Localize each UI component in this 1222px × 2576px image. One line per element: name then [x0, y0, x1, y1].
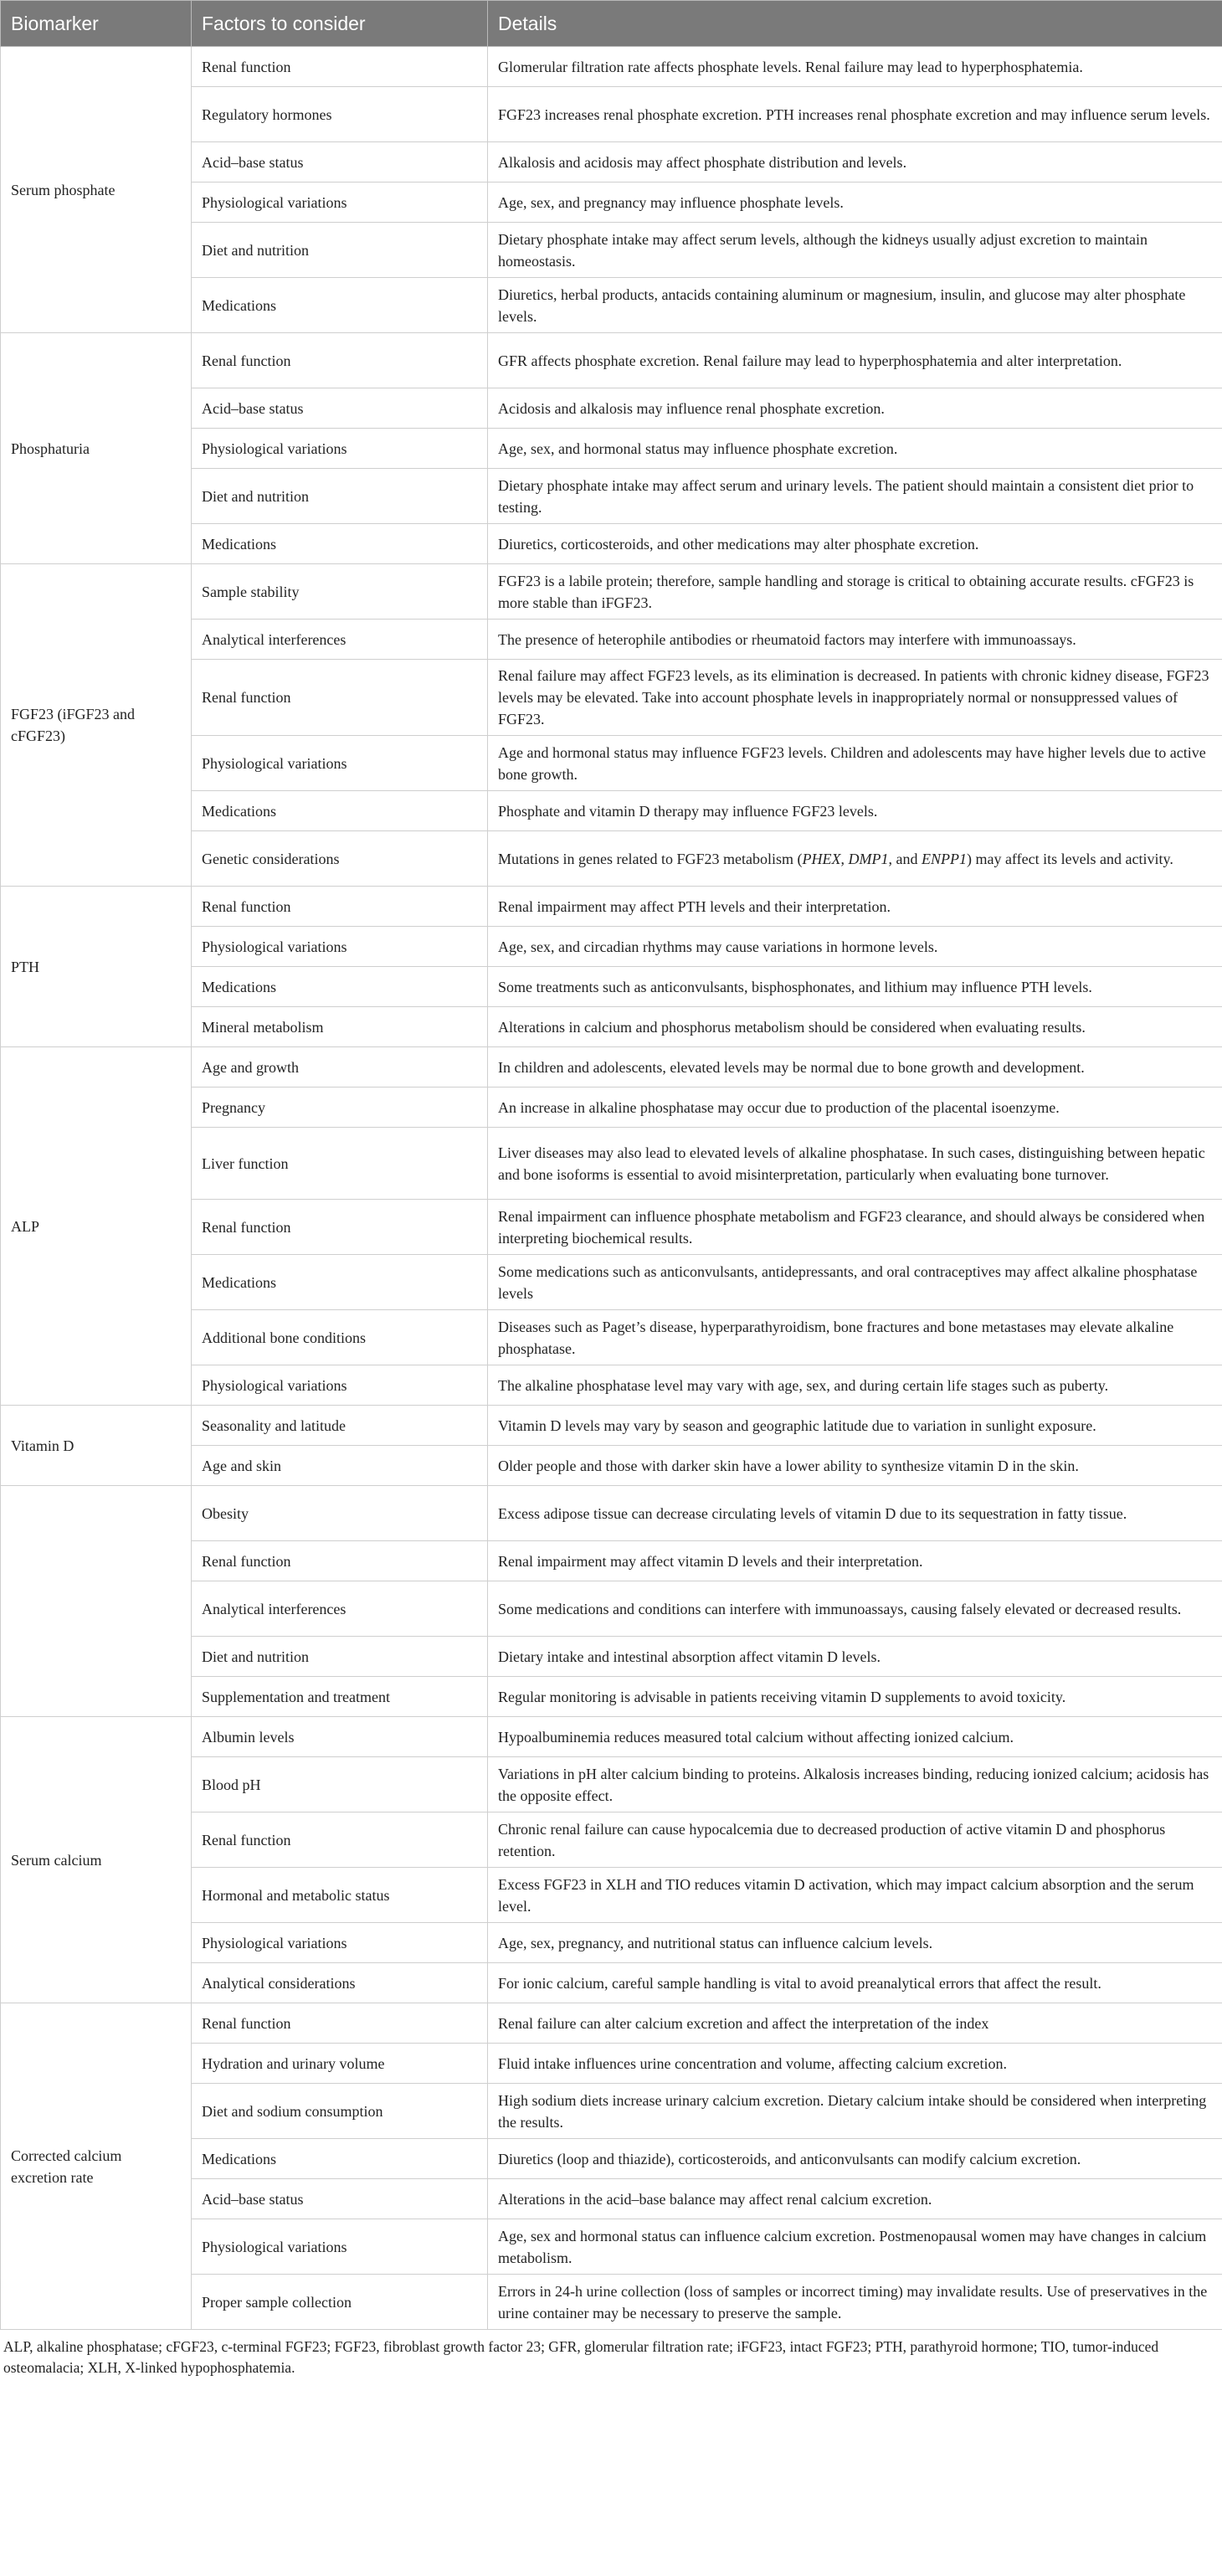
factor-cell: Obesity: [192, 1486, 488, 1541]
details-cell: Some medications such as anticonvulsants, antidepressants, and oral contraceptives may affect alkaline phosphatase levels: [488, 1255, 1222, 1310]
details-cell: Alterations in the acid–base balance may affect renal calcium excretion.: [488, 2179, 1222, 2219]
factor-cell: Analytical considerations: [192, 1963, 488, 2003]
details-cell: The presence of heterophile antibodies or rheumatoid factors may interfere with immunoassays.: [488, 620, 1222, 660]
factor-cell: Age and skin: [192, 1446, 488, 1486]
details-cell: Age, sex, and circadian rhythms may cause variations in hormone levels.: [488, 927, 1222, 967]
details-cell: Errors in 24-h urine collection (loss of samples or incorrect timing) may invalidate results. Use of preservatives in the urine container may be necessary to preserve the sample.: [488, 2275, 1222, 2330]
details-cell: Renal impairment can influence phosphate metabolism and FGF23 clearance, and should always be considered when interpreting biochemical results.: [488, 1200, 1222, 1255]
details-cell: Variations in pH alter calcium binding to proteins. Alkalosis increases binding, reducing ionized calcium; acidosis has the opposite effect.: [488, 1757, 1222, 1812]
table-row: [1, 1406, 1222, 1446]
details-cell: In children and adolescents, elevated levels may be normal due to bone growth and development.: [488, 1047, 1222, 1087]
details-cell: Excess FGF23 in XLH and TIO reduces vitamin D activation, which may impact calcium absorption and the serum level.: [488, 1868, 1222, 1923]
details-cell: High sodium diets increase urinary calcium excretion. Dietary calcium intake should be considered when interpreting the results.: [488, 2084, 1222, 2139]
details-cell: FGF23 increases renal phosphate excretion. PTH increases renal phosphate excretion and may influence serum levels.: [488, 87, 1222, 142]
factor-cell: Regulatory hormones: [192, 87, 488, 142]
factor-cell: Sample stability: [192, 564, 488, 620]
factor-cell: Hormonal and metabolic status: [192, 1868, 488, 1923]
factor-cell: Physiological variations: [192, 927, 488, 967]
factor-cell: Medications: [192, 2139, 488, 2179]
factor-cell: Medications: [192, 791, 488, 831]
details-cell: Some medications and conditions can interfere with immunoassays, causing falsely elevated or decreased results.: [488, 1581, 1222, 1637]
factor-cell: Physiological variations: [192, 1365, 488, 1406]
factor-cell: Diet and nutrition: [192, 469, 488, 524]
details-cell: Renal failure can alter calcium excretion and affect the interpretation of the index: [488, 2003, 1222, 2044]
factor-cell: Medications: [192, 278, 488, 333]
biomarker-cell: ALP: [1, 1047, 192, 1406]
details-cell: Age, sex and hormonal status can influence calcium excretion. Postmenopausal women may have changes in calcium metabolism.: [488, 2219, 1222, 2275]
details-cell: Phosphate and vitamin D therapy may influence FGF23 levels.: [488, 791, 1222, 831]
details-cell: FGF23 is a labile protein; therefore, sample handling and storage is critical to obtaining accurate results. cFGF23 is more stable than iFGF23.: [488, 564, 1222, 620]
biomarker-cell: PTH: [1, 887, 192, 1047]
table-row: [1, 47, 1222, 87]
details-cell: Alkalosis and acidosis may affect phosphate distribution and levels.: [488, 142, 1222, 183]
table-row: [1, 1717, 1222, 1757]
table-row: [1, 1486, 1222, 1541]
header-factors: Factors to consider: [192, 1, 488, 47]
table-row: [1, 2003, 1222, 2044]
details-cell: For ionic calcium, careful sample handling is vital to avoid preanalytical errors that affect the result.: [488, 1963, 1222, 2003]
factor-cell: Physiological variations: [192, 183, 488, 223]
details-cell: Renal failure may affect FGF23 levels, as its elimination is decreased. In patients with chronic kidney disease, FGF23 levels may be elevated. Take into account phosphate levels in inappropriately normal or nonsuppressed values of FGF23.: [488, 660, 1222, 736]
factor-cell: Renal function: [192, 47, 488, 87]
factor-cell: Mineral metabolism: [192, 1007, 488, 1047]
table-row: [1, 333, 1222, 388]
details-cell: Hypoalbuminemia reduces measured total calcium without affecting ionized calcium.: [488, 1717, 1222, 1757]
details-cell: Vitamin D levels may vary by season and geographic latitude due to variation in sunlight exposure.: [488, 1406, 1222, 1446]
table-row: [1, 564, 1222, 620]
biomarker-cell: Corrected calcium excretion rate: [1, 2003, 192, 2330]
biomarker-cell: Phosphaturia: [1, 333, 192, 564]
factor-cell: Renal function: [192, 1812, 488, 1868]
details-cell: Dietary phosphate intake may affect serum and urinary levels. The patient should maintain a consistent diet prior to testing.: [488, 469, 1222, 524]
factor-cell: Liver function: [192, 1128, 488, 1200]
biomarker-cell: Vitamin D: [1, 1406, 192, 1486]
factor-cell: Hydration and urinary volume: [192, 2044, 488, 2084]
details-cell: Glomerular filtration rate affects phosphate levels. Renal failure may lead to hyperphosphatemia.: [488, 47, 1222, 87]
details-cell: Diuretics, corticosteroids, and other medications may alter phosphate excretion.: [488, 524, 1222, 564]
details-cell: Diseases such as Paget’s disease, hyperparathyroidism, bone fractures and bone metastases may elevate alkaline phosphatase.: [488, 1310, 1222, 1365]
details-cell: Age, sex, pregnancy, and nutritional status can influence calcium levels.: [488, 1923, 1222, 1963]
factor-cell: Renal function: [192, 1541, 488, 1581]
factor-cell: Analytical interferences: [192, 1581, 488, 1637]
table-row: [1, 887, 1222, 927]
biomarker-cell: Serum calcium: [1, 1717, 192, 2003]
header-biomarker: Biomarker: [1, 1, 192, 47]
details-cell: Age, sex, and pregnancy may influence phosphate levels.: [488, 183, 1222, 223]
factor-cell: Medications: [192, 524, 488, 564]
factor-cell: Acid–base status: [192, 388, 488, 429]
details-cell: Acidosis and alkalosis may influence renal phosphate excretion.: [488, 388, 1222, 429]
factor-cell: Acid–base status: [192, 142, 488, 183]
factor-cell: Age and growth: [192, 1047, 488, 1087]
details-cell: Chronic renal failure can cause hypocalcemia due to decreased production of active vitamin D and phosphorus retention.: [488, 1812, 1222, 1868]
factor-cell: Seasonality and latitude: [192, 1406, 488, 1446]
factor-cell: Renal function: [192, 660, 488, 736]
details-cell: Fluid intake influences urine concentration and volume, affecting calcium excretion.: [488, 2044, 1222, 2084]
details-cell: An increase in alkaline phosphatase may occur due to production of the placental isoenzyme.: [488, 1087, 1222, 1128]
details-cell: Mutations in genes related to FGF23 metabolism (PHEX, DMP1, and ENPP1) may affect its levels and activity.: [488, 831, 1222, 887]
details-cell: Diuretics (loop and thiazide), corticosteroids, and anticonvulsants can modify calcium excretion.: [488, 2139, 1222, 2179]
factor-cell: Genetic considerations: [192, 831, 488, 887]
factor-cell: Medications: [192, 1255, 488, 1310]
factor-cell: Physiological variations: [192, 2219, 488, 2275]
factor-cell: Supplementation and treatment: [192, 1677, 488, 1717]
details-cell: Renal impairment may affect vitamin D levels and their interpretation.: [488, 1541, 1222, 1581]
details-cell: Renal impairment may affect PTH levels and their interpretation.: [488, 887, 1222, 927]
details-cell: Age and hormonal status may influence FGF23 levels. Children and adolescents may have higher levels due to active bone growth.: [488, 736, 1222, 791]
factor-cell: Proper sample collection: [192, 2275, 488, 2330]
factor-cell: Albumin levels: [192, 1717, 488, 1757]
details-cell: Dietary intake and intestinal absorption affect vitamin D levels.: [488, 1637, 1222, 1677]
factor-cell: Additional bone conditions: [192, 1310, 488, 1365]
details-cell: Diuretics, herbal products, antacids containing aluminum or magnesium, insulin, and glucose may alter phosphate levels.: [488, 278, 1222, 333]
details-cell: Regular monitoring is advisable in patients receiving vitamin D supplements to avoid toxicity.: [488, 1677, 1222, 1717]
factor-cell: Physiological variations: [192, 736, 488, 791]
factor-cell: Pregnancy: [192, 1087, 488, 1128]
table-footnote: ALP, alkaline phosphatase; cFGF23, c-terminal FGF23; FGF23, fibroblast growth factor 23; GFR, glomerular filtration rate; iFGF23, intact FGF23; PTH, parathyroid hormone; TIO, tumor-induced osteomalacia; XLH, X-linked hypophosphatemia.: [3, 2338, 1159, 2376]
header-details: Details: [488, 1, 1222, 47]
factor-cell: Medications: [192, 967, 488, 1007]
factor-cell: Diet and sodium consumption: [192, 2084, 488, 2139]
table-row: [1, 1047, 1222, 1087]
factor-cell: Renal function: [192, 333, 488, 388]
factor-cell: Physiological variations: [192, 429, 488, 469]
details-cell: Excess adipose tissue can decrease circulating levels of vitamin D due to its sequestration in fatty tissue.: [488, 1486, 1222, 1541]
details-cell: GFR affects phosphate excretion. Renal failure may lead to hyperphosphatemia and alter interpretation.: [488, 333, 1222, 388]
factor-cell: Blood pH: [192, 1757, 488, 1812]
details-cell: Alterations in calcium and phosphorus metabolism should be considered when evaluating results.: [488, 1007, 1222, 1047]
factor-cell: Physiological variations: [192, 1923, 488, 1963]
details-cell: The alkaline phosphatase level may vary with age, sex, and during certain life stages such as puberty.: [488, 1365, 1222, 1406]
factor-cell: Renal function: [192, 2003, 488, 2044]
factor-cell: Renal function: [192, 1200, 488, 1255]
details-cell: Age, sex, and hormonal status may influence phosphate excretion.: [488, 429, 1222, 469]
factor-cell: Diet and nutrition: [192, 223, 488, 278]
details-cell: Dietary phosphate intake may affect serum levels, although the kidneys usually adjust excretion to maintain homeostasis.: [488, 223, 1222, 278]
details-cell: Liver diseases may also lead to elevated levels of alkaline phosphatase. In such cases, distinguishing between hepatic and bone isoforms is essential to avoid misinterpretation, particularly when evaluating bone turnover.: [488, 1128, 1222, 1200]
factor-cell: Diet and nutrition: [192, 1637, 488, 1677]
header-row: [1, 1, 1222, 47]
factor-cell: Acid–base status: [192, 2179, 488, 2219]
biomarker-cell: Serum phosphate: [1, 47, 192, 333]
biomarker-cell: [1, 1486, 192, 1717]
factor-cell: Renal function: [192, 887, 488, 927]
factor-cell: Analytical interferences: [192, 620, 488, 660]
details-cell: Older people and those with darker skin have a lower ability to synthesize vitamin D in the skin.: [488, 1446, 1222, 1486]
details-cell: Some treatments such as anticonvulsants, bisphosphonates, and lithium may influence PTH levels.: [488, 967, 1222, 1007]
biomarker-cell: FGF23 (iFGF23 and cFGF23): [1, 564, 192, 887]
